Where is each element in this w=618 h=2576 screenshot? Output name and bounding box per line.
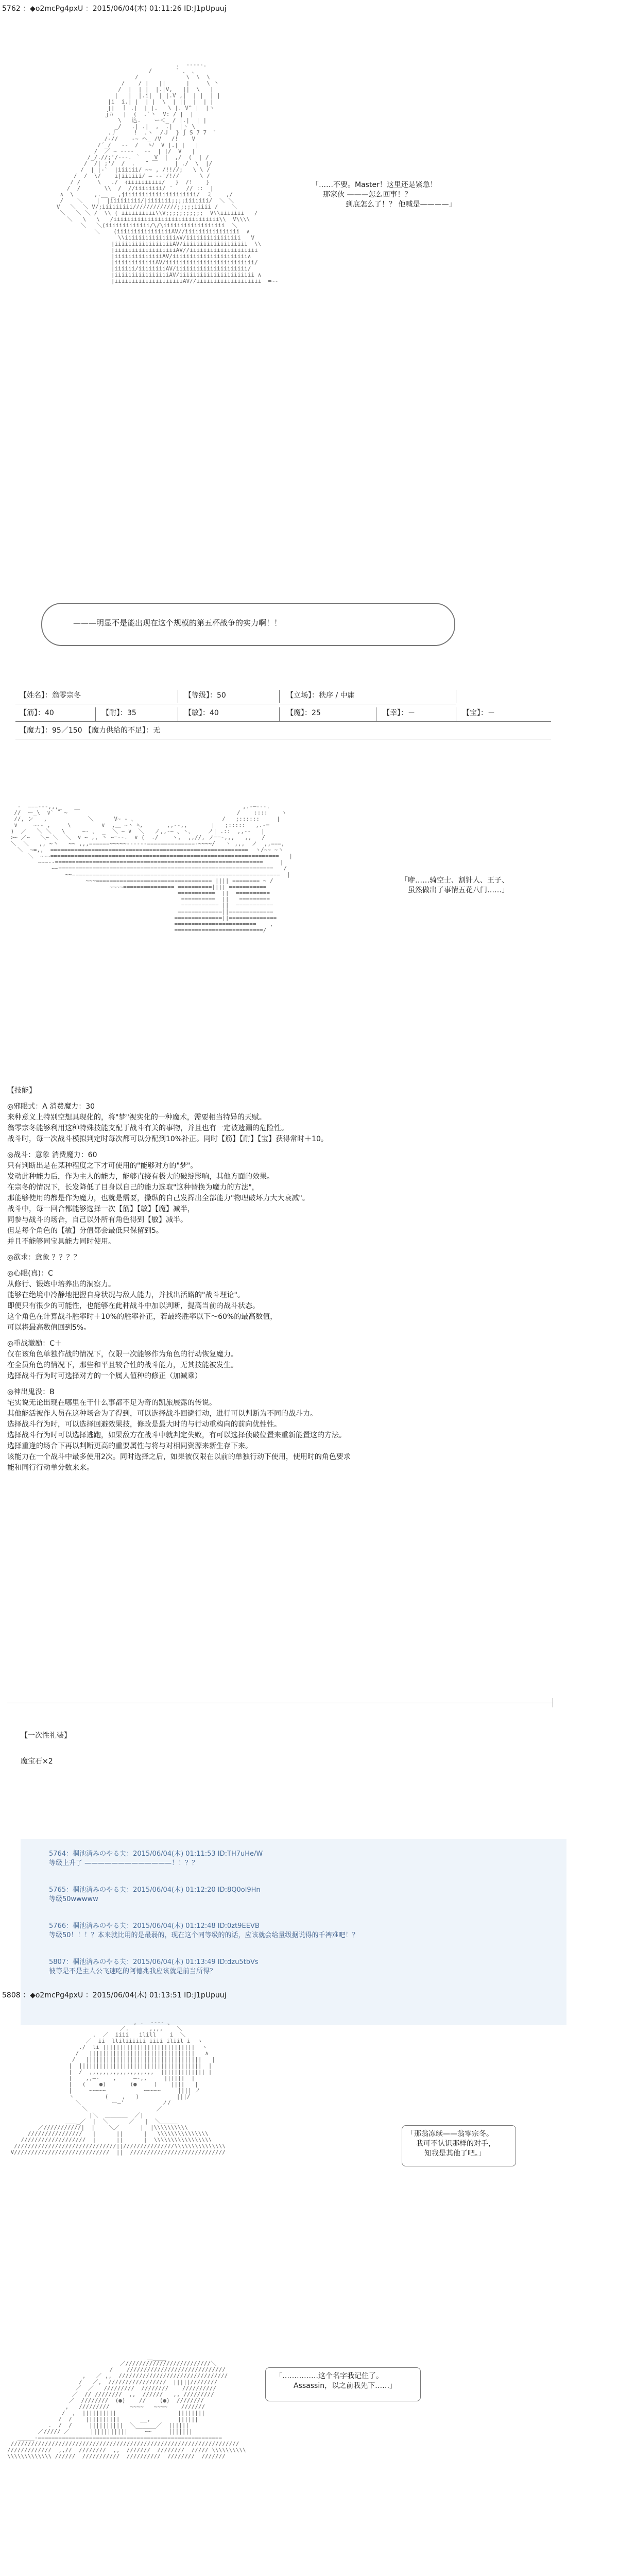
reply [49,1850,263,1868]
skill-text: 宅实说无论出现在哪里在干什么事都不足为奇的凯旅展露的传说。 [7,1399,216,1407]
status-row-1 [15,688,551,705]
skill-text: 但是每个角色的【敏】分值都会最低只保留到5。 [7,1227,163,1235]
ascii-art-character-2: , . -‐‐- 、 ／. ,,,, ＼ . ／ iiii ilill i ＼ ／ ii lliliiiiii iiii iliil i ヽ ./ li ||||||||||||||||||||||||||| ヽ / ||||||||||||||||||||||||||||||| ∧ / |||||||||||||||||||||||||||||||||| | | |||||||||||||||||||||||||||||||||||| | | / ,,,,,,,,,,,,,,,,,,, ||||||||||||| | | ,,―- , ―-,, |||||| | | ( ●) (● ) |||| | | ~~~~~ ~~~~~ |||| ノ ヽ ( , ) |||/ ＼ ー―' ノ/ ＼ ／ |＼ ＿＿＿＿ ／| ＿＿_／ | ＼ ／ | ＼＿＿＿ ／///////////| | ＼／ | |\\\\\\\\\\ //////////////// | || | \\\\\\\\\\\\\\\ /////////////////// | || | \\\\\\\\\\\\\\\\\ //////////////////////////////||///////////////\\\\\\\\\\\\\\\ V//////////////////////////// || //////////////////////////// [10,2019,226,2156]
speech-line: 虽然做出了事情五花八门……」 [408,886,509,894]
reply [49,1886,261,1904]
status-mana: 【魔力】：95／150 【魔力供给的不足】：无 [20,726,160,735]
reply-body: 等级50wwwww [49,1895,98,1903]
skill-heading: ◎重战激励：C＋ [7,1340,62,1348]
skill-heading: ◎心眼(真)：C [7,1269,53,1278]
banner-text: ———明显不是能出现在这个规模的第五杯战争的实力啊！！ [73,618,282,628]
reply-header: 5766：桐池済みのやる夫：2015/06/04(木) 01:12:48 ID:0zt9EEVB [49,1922,260,1930]
winnings-item: 魔宝石×2 [21,1757,53,1766]
skill-text: 这个角色在计算战斗胜率时＋10%的胜率补正，若最终胜率以下～60%的最高数值， [7,1313,278,1321]
status-name: 【姓名】：翁零宗冬 [20,691,81,700]
banner-cloud [41,603,455,646]
speech-line: 那家伙 ———怎么回事！？ [323,191,412,199]
skill-text: 选择重逢的场合下再以判断更高的重要属性与将与对相同资源来新生存下来。 [7,1442,252,1450]
status-str: 【筋】：40 [20,709,54,717]
post-header: 5808 ：◆o2mcPg4pxU ：2015/06/04(木) 01:13:51 ID:J1pUpuuj [2,1991,227,1999]
skill-heading: ◎欲求：意象 ？？？？ [7,1253,81,1262]
reply [49,1922,359,1940]
skill-text: 选择战斗行为时可以选择逃跑，如果敌方在战斗中就判定失败，有可以选择侦破位置来重新能置这的方法。 [7,1431,346,1439]
ascii-art-battle: - ===---,,,_ ,.-─‐‐‐. // ー_\ ∨` ¨ ~ ￣ / :::: ヽ //, ン , ＼ V~ ‐ 、 / ;:::::: | ∨ ~-- , \ ∨ ,＿ ~ヽ ﾍ, ,,--,, | ;::::: ,.-─ ) ／ ＼ ＼ \ ~- ､ _ ＼ ~ ∨ ＼ ノ,,-~ 、ヽ、 ノ| .:: ,,-- | >~ ／~ ＼~ ＼ ＼ ∨ ~ ,, 丶 ~=--. ∨ ( ./ ヽ, ,,//, ノ==-,,, ,, / ＼ ＼ ,, ~丶 ~~ ,,,======~~~~~------==============-~~~~/ ヽ ,,, ノ ,,===, ＼ ~=,, ========================================================== ヽ/~~ ~丶 ＼ ~~~=================================================================== | ~~~--============================================================= | ~~=============================================================== / ~~============================================================= | ~~~================================== |||| ======== ~ / ~~~~=============== ==========|||| =========== =========== || ========== ========== || ========= =========== || =========== =============||============= ==============||============== ======================== , ==========================/ [10,803,293,934]
ascii-art-character: . -----. / ` 、 、 / \ \ \ / / | || | \ 丶 / | | | |.|V, || \ | | | |.i| | |.V ,| | | | | |i i.| | | | \ | || | | | || 丨 .| | |. \ |. V^ | |丶 ｊﾊ | ( .`丶 V: / | | \ 込. ー＜_ / |.| | | _/ .| .| , .| |ヽ \ .丿 ! .ヽ /Ｊ } ∫ S 7 7 ゛ /‐// -~ ヘ_ /V /! V /´_/ -‐ / ﾍﾉ V |.| | | / ／ ~ --‐- ‐‐ | |/ V | /_/.//;'/‐‐‐. ｀ V | ,/ ( | / / /| ;'/ / . ¨ ￣ | ./ \ |/ / | |-` |iiiiii/ ~~ , /!!//; \ \ / / / \/ i|iiiiii/ ― --'/!// \ / / / \ ./ ｲiiiiiiiiii/ } /! } / / \\ / //iiiiiiii/ ¨ // :: | ∧ \ ,.__ _ ,jiiiiiiiiiiiiiiiiiiiii/ ミ ,/ / ＼ | |iiiiiiiii/|iiiiiii;;;;iiiiiii/ ＼ ＼ V ＼ ＼ V/;iiiiiiiii/////////////;;;;;iiiii / ＼ ＼ ＼ ＼ / \\ ( iiiiiiiiii\\V;;;;;;;;;;; V\\iiiiiii / ＼ \ \ /iiiiiiiiiiiiiiiiiiiiiiiiiiiiiii\\ V\\\\ ＼ ＼(iiiiiiiiiiiii/\/\iiiiiiiiiiiiiiiiii ＼ ＼ (iiiiiiiiiiiiiiiiAV//iiiiiiiiiiiiiiii ∧ \\iiiiiiiiiiiiiii∧V/iiiiiiiiiiiiiiii V |iiiiiiiiiiiiiiiiiAV/iiiiiiiiiiiiiiiiiii \\ |iiiiiiiiiiiiiiiiiiAV//iiiiiiiiiiiiiiiiiiii |iiiiiiiiiiiiiiAV/iiiiiiiiiiiiiiiiiiiiii∧ |iiiiiiiiiiiiAV/iiiiiiiiiiiiiiiiiiiiiiiiii/ |iiiiii/iiiiiiiiAV/iiiiiiiiiiiiiiiiiiiii/ |iiiiiiiiiiiiiiiiAV/iiiiiiiiiiiiiiiiiiiiii ∧ |iiiiiiiiiiiiiiiiiiiiAV//iiiiiiiiiiiiiiiiiii =~- [56,61,279,284]
skills-section [7,1086,553,1474]
post-header: 5762 ：◆o2mcPg4pxU ：2015/06/04(木) 01:11:26 ID:J1pUpuuj [2,5,227,13]
reply [49,1958,259,1976]
skill-text: 来种意义上特别空想具现化的，将"梦"视实化的一种魔术，需要相当特异的天赋。 [7,1113,266,1122]
skill-text: 同参与战斗的场合，自己以外所有角色得到【敏】减半。 [7,1216,187,1224]
skill-text: 其他能活被作人员在这种场合为了得到，可以选择战斗回避行动，进行可以判断为不同的战斗力。 [7,1410,317,1418]
ascii-art-character-3: ＿____ ／/////////////////////////＼ / ///////////////////////////// , ／ ,, //////////////////////////////// / ／, ///////////////// |||||//////// ／ ／ ///////// //////// ////////// ／ // //////// ,, ////// ,, ///////// ／ //////// (●) // (●) //////// , ///////// ~~~~ ~~~~ /////// / , |||||||||| |||||||| / / |||||||||| __, |||||| . / / |||||||||| ＼______／ |||||| ／///// ／ ||||||||||| ~~ ||||||| ＿＿＿-====================================================== /////////////////////////////////////////////////////////////////// ///////////// ,,// //////// ,, /////// //////// ///// \\\\\\\\\\ \\\\\\\\\\\\\ ////// /////////// ////////// //////// /////// [7,2354,246,2460]
speech-line: 「……………这个名字我记住了。 [275,2372,383,2380]
status-row-3 [15,723,551,740]
skill-text: 从修行、锻炼中培养出的洞察力。 [7,1280,115,1289]
skill-heading: ◎神出鬼没：B [7,1388,55,1396]
skills-title: 【技能】 [7,1087,36,1095]
speech-line: 知我是其他了吧。」 [424,2149,486,2158]
winnings-title: 【一次性礼装】 [21,1732,71,1740]
reply-body: 彼等是不是主人公飞速吃的阿德兆我应该就是前当所得？ [49,1968,217,1975]
reply-header: 5765：桐池済みのやる夫：2015/06/04(木) 01:12:20 ID:8Q0ol9Hn [49,1886,261,1894]
skill-text: 在宗冬的情况下，长发降低了目身以自己的能力选取"这种替换为魔力的方法"， [7,1183,259,1192]
status-luck: 【幸】：－ [383,709,415,717]
skill-text: 发动此种能力后，作为主人的能力，能够直接有极大的破绽影响，其他方面的效果。 [7,1173,274,1181]
speech-line: 「那翁冻续——翁零宗冬。 [407,2130,493,2138]
skill-text: 战斗时，每一次战斗模拟判定时每次都可以分配到10%补正。同时【筋】【耐】【宝】获得常时＋10。 [7,1135,328,1143]
skill-text: 选择战斗行为时可选择对方的一个属人值种的修正（加减乘） [7,1372,202,1380]
skill-text: 仅在该角色单独作战的情况下，仅限一次能够作为角色的行动恢复魔力。 [7,1350,238,1359]
speech-text-2 [401,876,509,895]
status-alignment: 【立场】：秩序 / 中庸 [286,691,355,700]
status-agi: 【敏】：40 [184,709,219,717]
skill-heading: ◎邪眼式：A 消费魔力：30 [7,1103,95,1111]
skill-heading: ◎战斗：意象 消费魔力：60 [7,1151,97,1159]
skill-text: 可以将最高数值回到5%。 [7,1324,91,1332]
skill-text: 那能够使用的都是作为魔力，也就是需要，操纵的自己发挥出全部能力"物理破坏力大大衰减"。 [7,1194,310,1202]
speech-line: 到底怎么了！？ 他喊是————」 [346,200,456,209]
status-end: 【耐】：35 [102,709,136,717]
speech-text-1 [312,180,456,210]
speech-line: 「咿……骑空士、割针人、王子、 [401,876,509,885]
status-grade: 【等级】：50 [184,691,226,700]
reply-body: 等级50！！！？本来就比用的是最弱的，现在这个同等级的的话，应该就会给量级据说得的千裨难吧！？ [49,1931,359,1939]
speech-text-4 [268,2371,397,2391]
skill-text: 战斗中，每一回合都能够选择一次【筋】【敏】【魔】减半， [7,1205,195,1213]
skill-text: 能和同行行动单分数来来。 [7,1464,94,1472]
status-np: 【宝】：－ [462,709,495,717]
reply-header: 5764：桐池済みのやる夫：2015/06/04(木) 01:11:53 ID:TH7uHe/W [49,1850,263,1858]
speech-line: Assassin，以之前我先下……」 [294,2382,397,2390]
skill-text: 该能力在一个战斗中最多使用2次。同时选择之后，如果被仅限在以前的单独行动下使用，使用时的角色要求 [7,1453,351,1461]
skill-text: 选择战斗行为时，可以选择回避效果技，修改是最大时的与行动重构向的前向优性性。 [7,1420,281,1429]
skill-text: 翁零宗冬能够利用这种特殊技能支配于战斗有关的事物，并且也有一定被遗漏的危险性。 [7,1124,288,1132]
skill-text: 并且不能够同宝具能力同时使用。 [7,1238,115,1246]
speech-line: 我可不认识那样的对手， [416,2140,495,2148]
status-table [15,688,551,740]
status-mp: 【魔】：25 [286,709,321,717]
skill-text: 在全员角色的情况下，那些和平且较合性的战斗能力，无其技能被发生。 [7,1361,238,1369]
skill-text: 能够在绝境中冷静地把握自身状况与敌人能力，并找出活路的"战斗理论"。 [7,1291,245,1299]
reply-header: 5807：桐池済みのやる夫：2015/06/04(木) 01:13:49 ID:dzu5tbVs [49,1958,259,1966]
speech-text-3 [407,2129,495,2159]
status-row-2 [15,705,551,723]
skill-text: 只有判断出是在某种程度之下才可使用的"能够对方的"梦"。 [7,1162,198,1170]
speech-line: 「……不要。Master！这里还是紧急！ [312,181,437,189]
reply-body: 等级上升了 —————————————！！？？ [49,1859,199,1867]
skill-text: 即便只有很少的可能性，也能够在此种战斗中加以判断，提高当前的战斗状态。 [7,1302,260,1310]
